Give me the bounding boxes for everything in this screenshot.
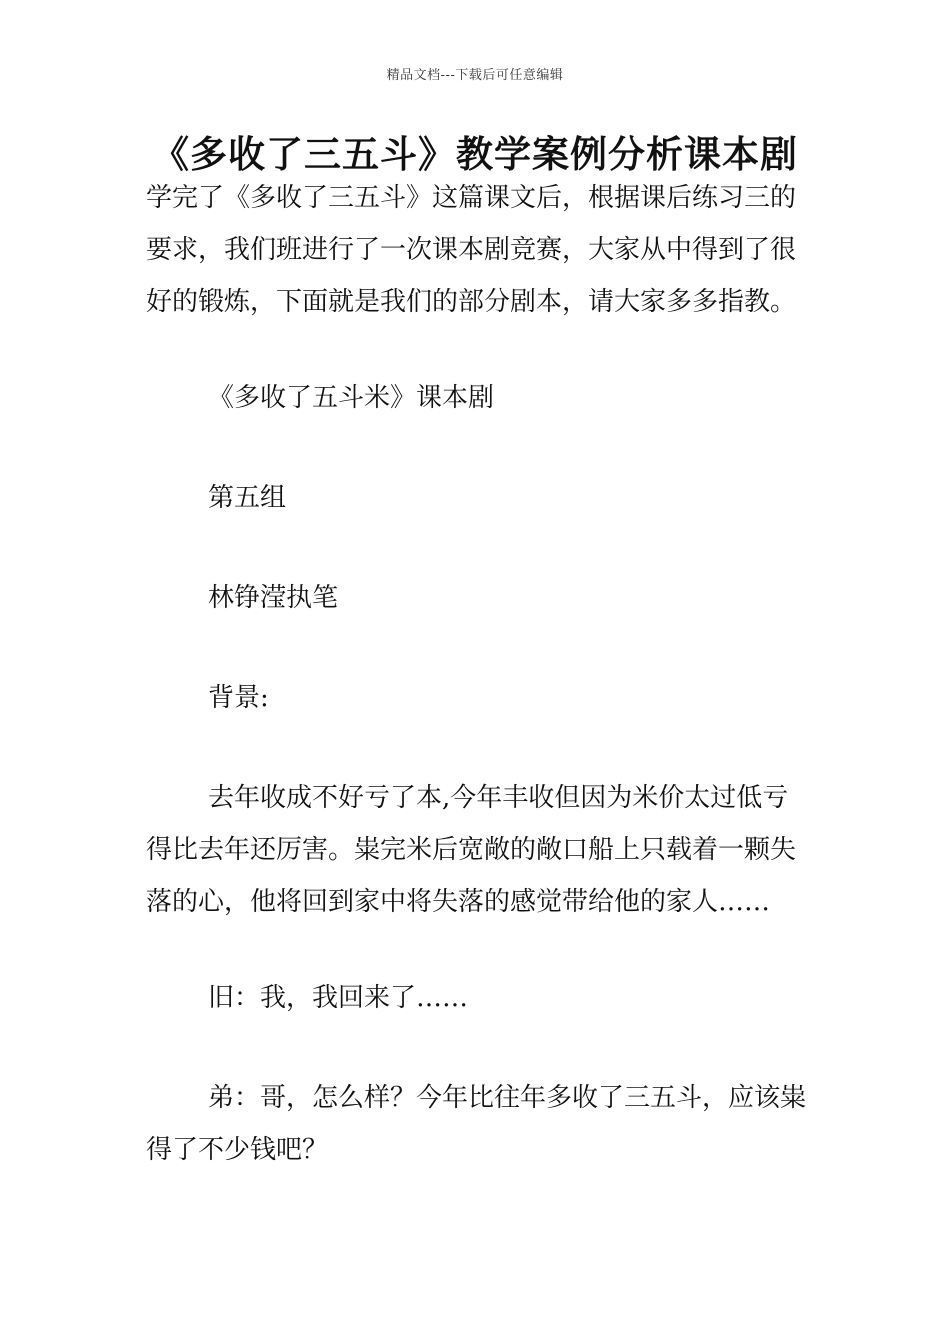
document-title: 《多收了三五斗》教学案例分析课本剧 xyxy=(152,133,798,176)
group-name: 第五组 xyxy=(208,483,287,513)
intro-paragraph: 学完了《多收了三五斗》这篇课文后，根据课后练习三的要求，我们班进行了一次课本剧竞赛，大家从中得到了很好的锻炼，下面就是我们的部分剧本，请大家多多指教。 xyxy=(146,183,797,317)
dialogue-brother: 弟：哥，怎么样？今年比往年多收了三五斗，应该粜得了不少钱吧？ xyxy=(146,1083,807,1165)
background-paragraph: 去年收成不好亏了本,今年丰收但因为米价太过低亏得比去年还厉害。粜完米后宽敞的敞口船上只载着一颗失落的心，他将回到家中将失落的感觉带给他的家人…… xyxy=(146,783,797,917)
play-title: 《多收了五斗米》课本剧 xyxy=(208,383,495,413)
background-label: 背景: xyxy=(208,683,269,713)
dialogue-old: 旧：我，我回来了…… xyxy=(208,983,469,1013)
header-note: 精品文档---下载后可任意编辑 xyxy=(386,68,564,83)
author-line: 林铮滢执笔 xyxy=(208,583,339,613)
